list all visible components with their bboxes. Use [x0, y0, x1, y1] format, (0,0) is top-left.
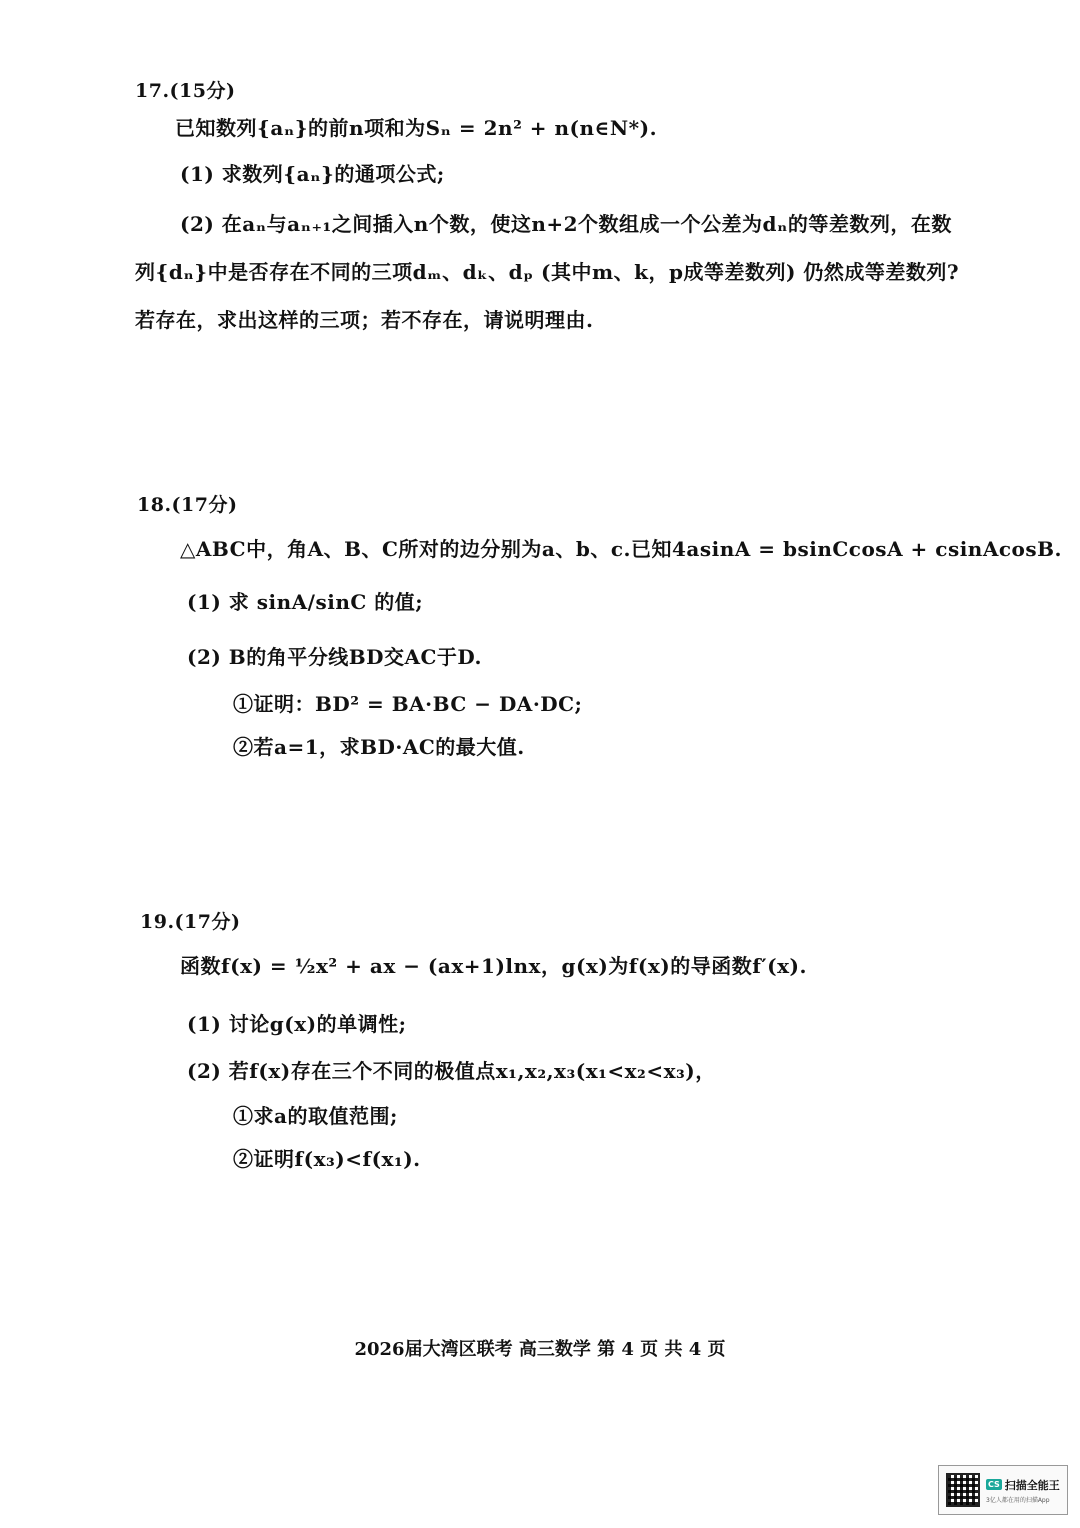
- q17-header: 17.(15分): [135, 80, 236, 102]
- q18-stem: △ABC中，角A、B、C所对的边分别为a、b、c.已知4asinA = bsinCcosA + csinAcosB.: [180, 537, 1063, 561]
- stamp-brand: [986, 1477, 1060, 1493]
- q19-sub1: ①求a的取值范围;: [233, 1104, 398, 1128]
- q18-part1: (1) 求 sinA/sinC 的值;: [187, 590, 424, 614]
- qr-code-icon: [946, 1473, 980, 1507]
- q17-part2-line3: 若存在，求出这样的三项；若不存在，请说明理由.: [135, 308, 594, 332]
- q17-part2-line1: (2) 在aₙ与aₙ₊₁之间插入n个数，使这n+2个数组成一个公差为dₙ的等差数列，在数: [180, 212, 952, 236]
- page-footer: 2026届大湾区联考 高三数学 第 4 页 共 4 页: [354, 1339, 726, 1360]
- cs-logo-icon: CS: [988, 1480, 1000, 1489]
- q19-sub2: ②证明f(x₃)<f(x₁).: [233, 1147, 421, 1171]
- scanner-watermark: [938, 1465, 1068, 1515]
- q18-sub2: ②若a=1，求BD·AC的最大值.: [233, 735, 525, 759]
- q17-part2-line2: 列{dₙ}中是否存在不同的三项dₘ、dₖ、dₚ (其中m、k，p成等差数列) 仍然成等差数列?: [135, 260, 960, 284]
- q17-part1: (1) 求数列{aₙ}的通项公式;: [180, 162, 445, 186]
- q19-part2: (2) 若f(x)存在三个不同的极值点x₁,x₂,x₃(x₁<x₂<x₃)，: [187, 1059, 716, 1083]
- q19-part1: (1) 讨论g(x)的单调性;: [187, 1012, 407, 1036]
- q19-header: 19.(17分): [140, 911, 241, 933]
- q18-part2: (2) B的角平分线BD交AC于D.: [187, 645, 482, 669]
- q17-stem: 已知数列{aₙ}的前n项和为Sₙ = 2n² + n(n∈N*).: [175, 116, 658, 140]
- stamp-brand-name: 扫描全能王: [1004, 1478, 1060, 1492]
- stamp-subtitle: 3亿人都在用的扫描App: [986, 1496, 1050, 1504]
- q18-sub1: ①证明：BD² = BA·BC − DA·DC;: [233, 692, 583, 716]
- q18-header: 18.(17分): [137, 494, 238, 516]
- stamp-text: [986, 1477, 1060, 1504]
- q19-stem: 函数f(x) = ½x² + ax − (ax+1)lnx，g(x)为f(x)的导函数f′(x).: [180, 954, 807, 978]
